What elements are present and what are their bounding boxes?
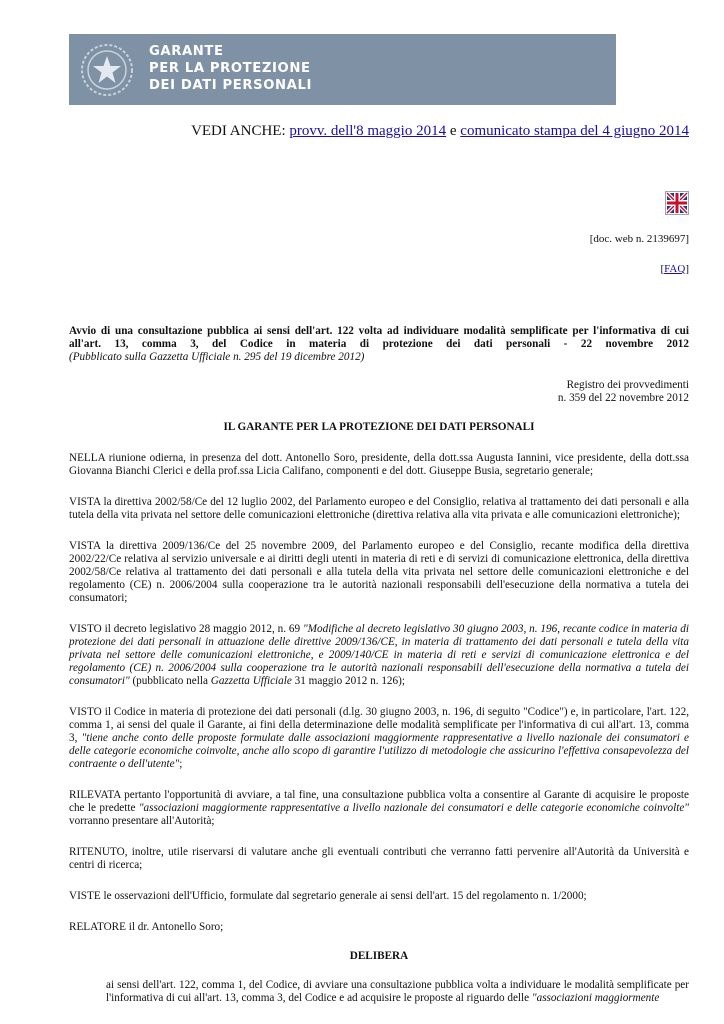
paragraph-visto-decreto — [69, 623, 689, 688]
p4-text-b: "Modifiche al decreto legislativo 30 giugno 2003, n. 196, recante codice in materia di protezione dei dati personali in attuazione delle direttive 2009/136/CE, in materia di trattamento dei dati personali e tutela della vita privata nel settore delle comunicazioni elettroniche, e 2009/140/CE in materia di reti e servizi di comunicazione elettronica e del regolamento (CE) n. 2006/2004 sulla cooperazione tra le autorità nazionali responsabili dell'esecuzione della normativa a tutela dei consumatori" — [69, 623, 689, 687]
paragraph-ritenuto: RITENUTO, inoltre, utile riservarsi di valutare anche gli eventuali contributi che verranno fatti pervenire all'Autorità da Università e centri di ricerca; — [69, 846, 689, 871]
registro-line-2: n. 359 del 22 novembre 2012 — [557, 392, 689, 404]
garante-logo-banner[interactable] — [69, 34, 616, 105]
paragraph-delibera-text — [69, 979, 689, 1005]
p5-text-b: "tiene anche conto delle proposte formulate dalle associazioni maggiormente rappresentative a livello nazionale dei consumatori e delle categorie economiche coinvolte, anche allo scopo di garantire l'utilizzo di metodologie che assicurino l'effettiva consapevolezza del contraente o dell'utente" — [69, 732, 689, 770]
document-title — [69, 325, 689, 351]
paragraph-visto-codice — [69, 706, 689, 771]
p4-text-d: Gazzetta Ufficiale — [210, 675, 292, 687]
vedi-anche-sep: e — [449, 123, 457, 139]
vedi-anche-label: VEDI ANCHE: — [191, 123, 286, 139]
banner-line-1: GARANTE — [149, 44, 224, 59]
comunicato-stampa-link[interactable]: comunicato stampa del 4 giugno 2014 — [460, 123, 689, 139]
faq-open-bracket: [ — [660, 263, 665, 275]
faq-link[interactable]: FAQ — [664, 263, 686, 275]
uk-flag-icon[interactable] — [665, 191, 689, 215]
banner-title — [149, 43, 312, 94]
paragraph-vista-2009: VISTA la direttiva 2009/136/Ce del 25 novembre 2009, del Parlamento europeo e del Consiglio, recante modifica della direttiva 2002/22/Ce relativa al servizio universale e ai diritti degli utenti in materia di reti e di servizi di comunicazione elettronica, della direttiva 2002/58/Ce relativa al trattamento dei dati personali e alla tutela della vita privata nel settore delle comunicazioni elettroniche e del regolamento (CE) n. 2006/2004 sulla cooperazione tra le autorità nazionali responsabili dell'esecuzione della normativa a tutela dei consumatori; — [69, 540, 689, 604]
republic-emblem-icon — [79, 42, 135, 98]
p6-text-c: vorranno presentare all'Autorità; — [69, 815, 215, 827]
banner-line-2: PER LA PROTEZIONE — [149, 61, 311, 76]
p4-text-e: 31 maggio 2012 n. 126); — [291, 675, 405, 687]
faq-line — [660, 263, 689, 275]
p6-text-b: "associazioni maggiormente rappresentative a livello nazionale dei consumatori e delle categorie economiche coinvolte" — [138, 802, 689, 814]
p10-text-a: ai sensi dell'art. 122, comma 1, del Codice, di avviare una consultazione pubblica volta a individuare le modalità semplificate per l'informativa di cui all'art. 13, comma 3, del Codice e ad acquisire le proposte al riguardo delle — [106, 979, 689, 1004]
delibera-heading: DELIBERA — [349, 950, 409, 962]
registro-line-1: Registro dei provvedimenti — [566, 379, 689, 391]
publication-note: (Pubblicato sulla Gazzetta Ufficiale n. 295 del 19 dicembre 2012) — [69, 351, 365, 363]
faq-close-bracket: ] — [685, 263, 689, 275]
title-text: Avvio di una consultazione pubblica ai sensi dell'art. 122 volta ad individuare modalità semplificate per l'informativa di cui all'art. 13, comma 3, del Codice in materia di protezione dei dati personali - 22 novembre 2012 — [69, 325, 689, 350]
vedi-anche-line — [191, 123, 689, 140]
paragraph-nella: NELLA riunione odierna, in presenza del dott. Antonello Soro, presidente, della dott.ssa Augusta Iannini, vice presidente, della dott.ssa Giovanna Bianchi Clerici e della prof.ssa Licia Califano, componenti e del dott. Giuseppe Busia, segretario generale; — [69, 452, 689, 477]
registro-block — [69, 379, 689, 405]
p4-text-a: VISTO il decreto legislativo 28 maggio 2012, n. 69 — [69, 623, 303, 635]
provv-8-maggio-link[interactable]: provv. dell'8 maggio 2014 — [289, 123, 447, 139]
p5-text-a: VISTO il Codice in materia di protezione dei dati personali (d.lg. 30 giugno 2003, n. 196, di seguito "Codice") e, in particolare, l'art. 122, comma 1, ai sensi del quale il Garante, ai fini della determinazione delle modalità semplificate per l'informativa di cui all'art. 13, comma 3, — [69, 706, 689, 744]
p10-text-b: "associazioni maggiormente — [531, 992, 660, 1004]
paragraph-viste: VISTE le osservazioni dell'Ufficio, formulate dal segretario generale ai sensi dell'art. 15 del regolamento n. 1/2000; — [69, 890, 587, 902]
p4-text-c: (pubblicato nella — [129, 675, 211, 687]
document-body — [69, 325, 689, 1005]
section-heading: IL GARANTE PER LA PROTEZIONE DEI DATI PERSONALI — [223, 421, 535, 433]
paragraph-rilevata — [69, 789, 689, 828]
doc-web-number: [doc. web n. 2139697] — [589, 233, 689, 245]
p6-text-a: RILEVATA pertanto l'opportunità di avviare, a tal fine, una consultazione pubblica volta a consentire al Garante di acquisire le proposte che le predette — [69, 789, 689, 814]
p5-text-c: ; — [179, 758, 183, 770]
paragraph-vista-2002: VISTA la direttiva 2002/58/Ce del 12 luglio 2002, del Parlamento europeo e del Consiglio, relativa al trattamento dei dati personali e alla tutela della vita privata nel settore delle comunicazioni elettroniche (direttiva relativa alla vita privata e alle comunicazioni elettroniche); — [69, 496, 689, 521]
paragraph-relatore: RELATORE il dr. Antonello Soro; — [69, 921, 224, 933]
banner-line-3: DEI DATI PERSONALI — [149, 78, 312, 93]
